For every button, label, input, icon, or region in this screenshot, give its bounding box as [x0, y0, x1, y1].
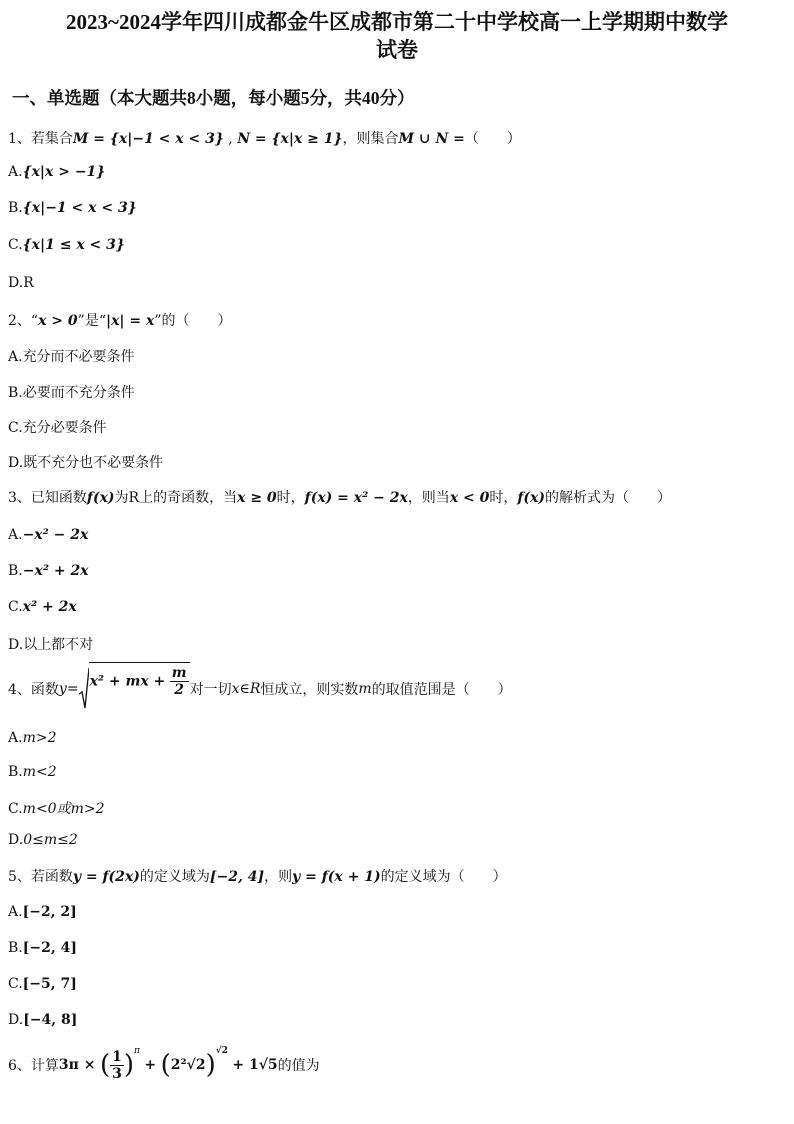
question-5 — [8, 866, 507, 886]
question-3 — [8, 487, 671, 507]
option-label: A. — [8, 904, 23, 920]
option-label: A. — [8, 349, 23, 365]
q5-func2: y = f(x + 1) — [292, 869, 381, 885]
question-1 — [8, 128, 521, 148]
q4-y: y= — [58, 681, 79, 697]
q1-option-b — [8, 200, 137, 216]
q3-p4: ，则当 — [407, 490, 450, 506]
q4-p1: 4、函数 — [8, 682, 59, 698]
q4-option-c — [8, 798, 105, 818]
option-text: 既不充分也不必要条件 — [23, 455, 164, 471]
option-label: B. — [8, 563, 23, 579]
option-text: m<0或m>2 — [22, 801, 105, 817]
q5-option-c — [8, 976, 77, 992]
q6-frac-den: 3 — [112, 1065, 122, 1082]
q2-cond-a: x > 0 — [38, 313, 78, 329]
q5-p4: 的定义域为（ ） — [380, 869, 507, 885]
q4-sqrt — [79, 666, 190, 712]
q2-prefix: 2、“ — [8, 313, 39, 329]
q2-option-a — [8, 346, 135, 366]
q3-option-b — [8, 563, 89, 579]
option-text: [−2, 2] — [22, 904, 77, 920]
q4-p4: 的取值范围是（ ） — [371, 682, 512, 698]
q5-p2: 的定义域为 — [139, 869, 210, 885]
q1-prefix: 1、若集合 — [8, 131, 73, 147]
section-heading: 一、单选题（本大题共8小题，每小题5分，共40分） — [12, 88, 415, 108]
option-label: B. — [8, 764, 23, 780]
q2-option-d — [8, 452, 163, 472]
option-text: −x² + 2x — [22, 563, 89, 579]
option-label: B. — [8, 200, 23, 216]
exam-title-line2: 试卷 — [376, 38, 418, 62]
q6-pow1: π — [134, 1046, 140, 1056]
question-2 — [8, 310, 232, 330]
q4-frac-den: 2 — [174, 682, 185, 698]
q1-mid: ，则集合 — [342, 131, 399, 147]
option-text: m>2 — [22, 730, 57, 746]
option-label: C. — [8, 599, 23, 615]
q3-option-a — [8, 527, 88, 543]
option-label: B. — [8, 940, 23, 956]
q3-p1: 3、已知函数 — [8, 490, 87, 506]
option-label: A. — [8, 527, 23, 543]
q3-p2: 为R上的奇函数，当 — [114, 490, 238, 506]
option-label: C. — [8, 420, 23, 436]
q4-frac-num: m — [171, 665, 187, 681]
open-paren-icon: ( — [160, 1050, 171, 1080]
option-text: R — [23, 275, 34, 291]
q4-option-b — [8, 764, 57, 780]
option-text: −x² − 2x — [22, 527, 89, 543]
q6-pow2: √2 — [215, 1046, 228, 1056]
q6-plus: + — [144, 1057, 157, 1073]
option-label: A. — [8, 730, 23, 746]
option-text: 必要而不充分条件 — [22, 385, 135, 401]
q5-option-d — [8, 1012, 77, 1028]
option-label: B. — [8, 385, 23, 401]
q5-option-b — [8, 940, 77, 956]
q3-equation: f(x) = x² − 2x — [304, 490, 408, 506]
option-text: 充分必要条件 — [22, 420, 107, 436]
option-label: D. — [8, 455, 24, 471]
q3-p5: 时， — [489, 490, 518, 506]
q4-m: m — [358, 681, 372, 697]
q4-p2: 对一切 — [189, 682, 232, 698]
option-label: D. — [8, 275, 24, 291]
option-text: {x|x > −1} — [22, 164, 106, 180]
option-text: m<2 — [22, 764, 57, 780]
q2-mid: ”是“ — [77, 313, 106, 329]
q2-suffix: ”的（ ） — [154, 313, 232, 329]
q5-p1: 5、若函数 — [8, 869, 73, 885]
q3-option-d — [8, 634, 93, 654]
q4-option-d — [8, 832, 78, 848]
q5-domain: [−2, 4] — [209, 869, 265, 885]
q5-func1: y = f(2x) — [72, 869, 140, 885]
q5-option-a — [8, 904, 77, 920]
q1-set-m: M = {x|−1 < x < 3} — [72, 131, 224, 147]
option-label: D. — [8, 832, 24, 848]
q5-p3: ，则 — [264, 869, 293, 885]
option-text: {x|−1 < x < 3} — [22, 200, 137, 216]
q3-option-c — [8, 599, 77, 615]
option-text: [−5, 7] — [22, 976, 77, 992]
radical-sign-icon — [79, 666, 89, 712]
question-6 — [8, 1046, 320, 1082]
q6-term1: 3π × — [58, 1057, 96, 1073]
q6-inner: 2²√2 — [170, 1057, 206, 1073]
q4-option-a — [8, 730, 56, 746]
q2-option-b — [8, 382, 135, 402]
q3-p3: 时， — [276, 490, 305, 506]
q1-option-a — [8, 164, 105, 180]
q6-term3: + 1√5 — [232, 1057, 278, 1073]
option-text: [−4, 8] — [23, 1012, 78, 1028]
option-text: 0≤m≤2 — [23, 832, 78, 848]
option-text: 充分而不必要条件 — [22, 349, 135, 365]
q3-cond2: x < 0 — [449, 490, 490, 506]
option-text: [−2, 4] — [22, 940, 77, 956]
q6-frac-num: 1 — [112, 1048, 122, 1065]
q1-option-c — [8, 237, 125, 253]
q1-option-d — [8, 275, 34, 291]
q1-blank: （ ） — [464, 131, 521, 147]
option-text: 以上都不对 — [23, 637, 94, 653]
q6-p1: 6、计算 — [8, 1058, 59, 1074]
q2-cond-b: |x| = x — [105, 313, 155, 329]
close-paren-icon: ) — [205, 1050, 216, 1080]
q3-cond1: x ≥ 0 — [237, 490, 277, 506]
question-4 — [8, 666, 512, 712]
q2-option-c — [8, 417, 107, 437]
q1-expr: M ∪ N = — [398, 131, 465, 147]
option-label: D. — [8, 637, 24, 653]
option-text: x² + 2x — [22, 599, 77, 615]
q1-set-n: N = {x|x ≥ 1} — [237, 131, 343, 147]
q4-p3: 恒成立，则实数 — [260, 682, 359, 698]
q4-radicand: x² + mx + — [89, 673, 166, 690]
option-label: C. — [8, 237, 23, 253]
q6-p2: 的值为 — [277, 1058, 320, 1074]
q3-func2: f(x) — [517, 490, 546, 506]
open-paren-icon: ( — [99, 1050, 111, 1080]
q4-cond: x∈R — [231, 681, 261, 697]
option-label: C. — [8, 976, 23, 992]
option-label: D. — [8, 1012, 24, 1028]
q3-p6: 的解析式为（ ） — [545, 490, 672, 506]
exam-title-line1: 2023~2024学年四川成都金牛区成都市第二十中学校高一上学期期中数学 — [66, 10, 728, 34]
option-text: {x|1 ≤ x < 3} — [22, 237, 125, 253]
close-paren-icon: ) — [123, 1050, 135, 1080]
q3-func: f(x) — [86, 490, 115, 506]
option-label: A. — [8, 164, 23, 180]
option-label: C. — [8, 801, 23, 817]
q1-sep: , — [223, 131, 238, 147]
